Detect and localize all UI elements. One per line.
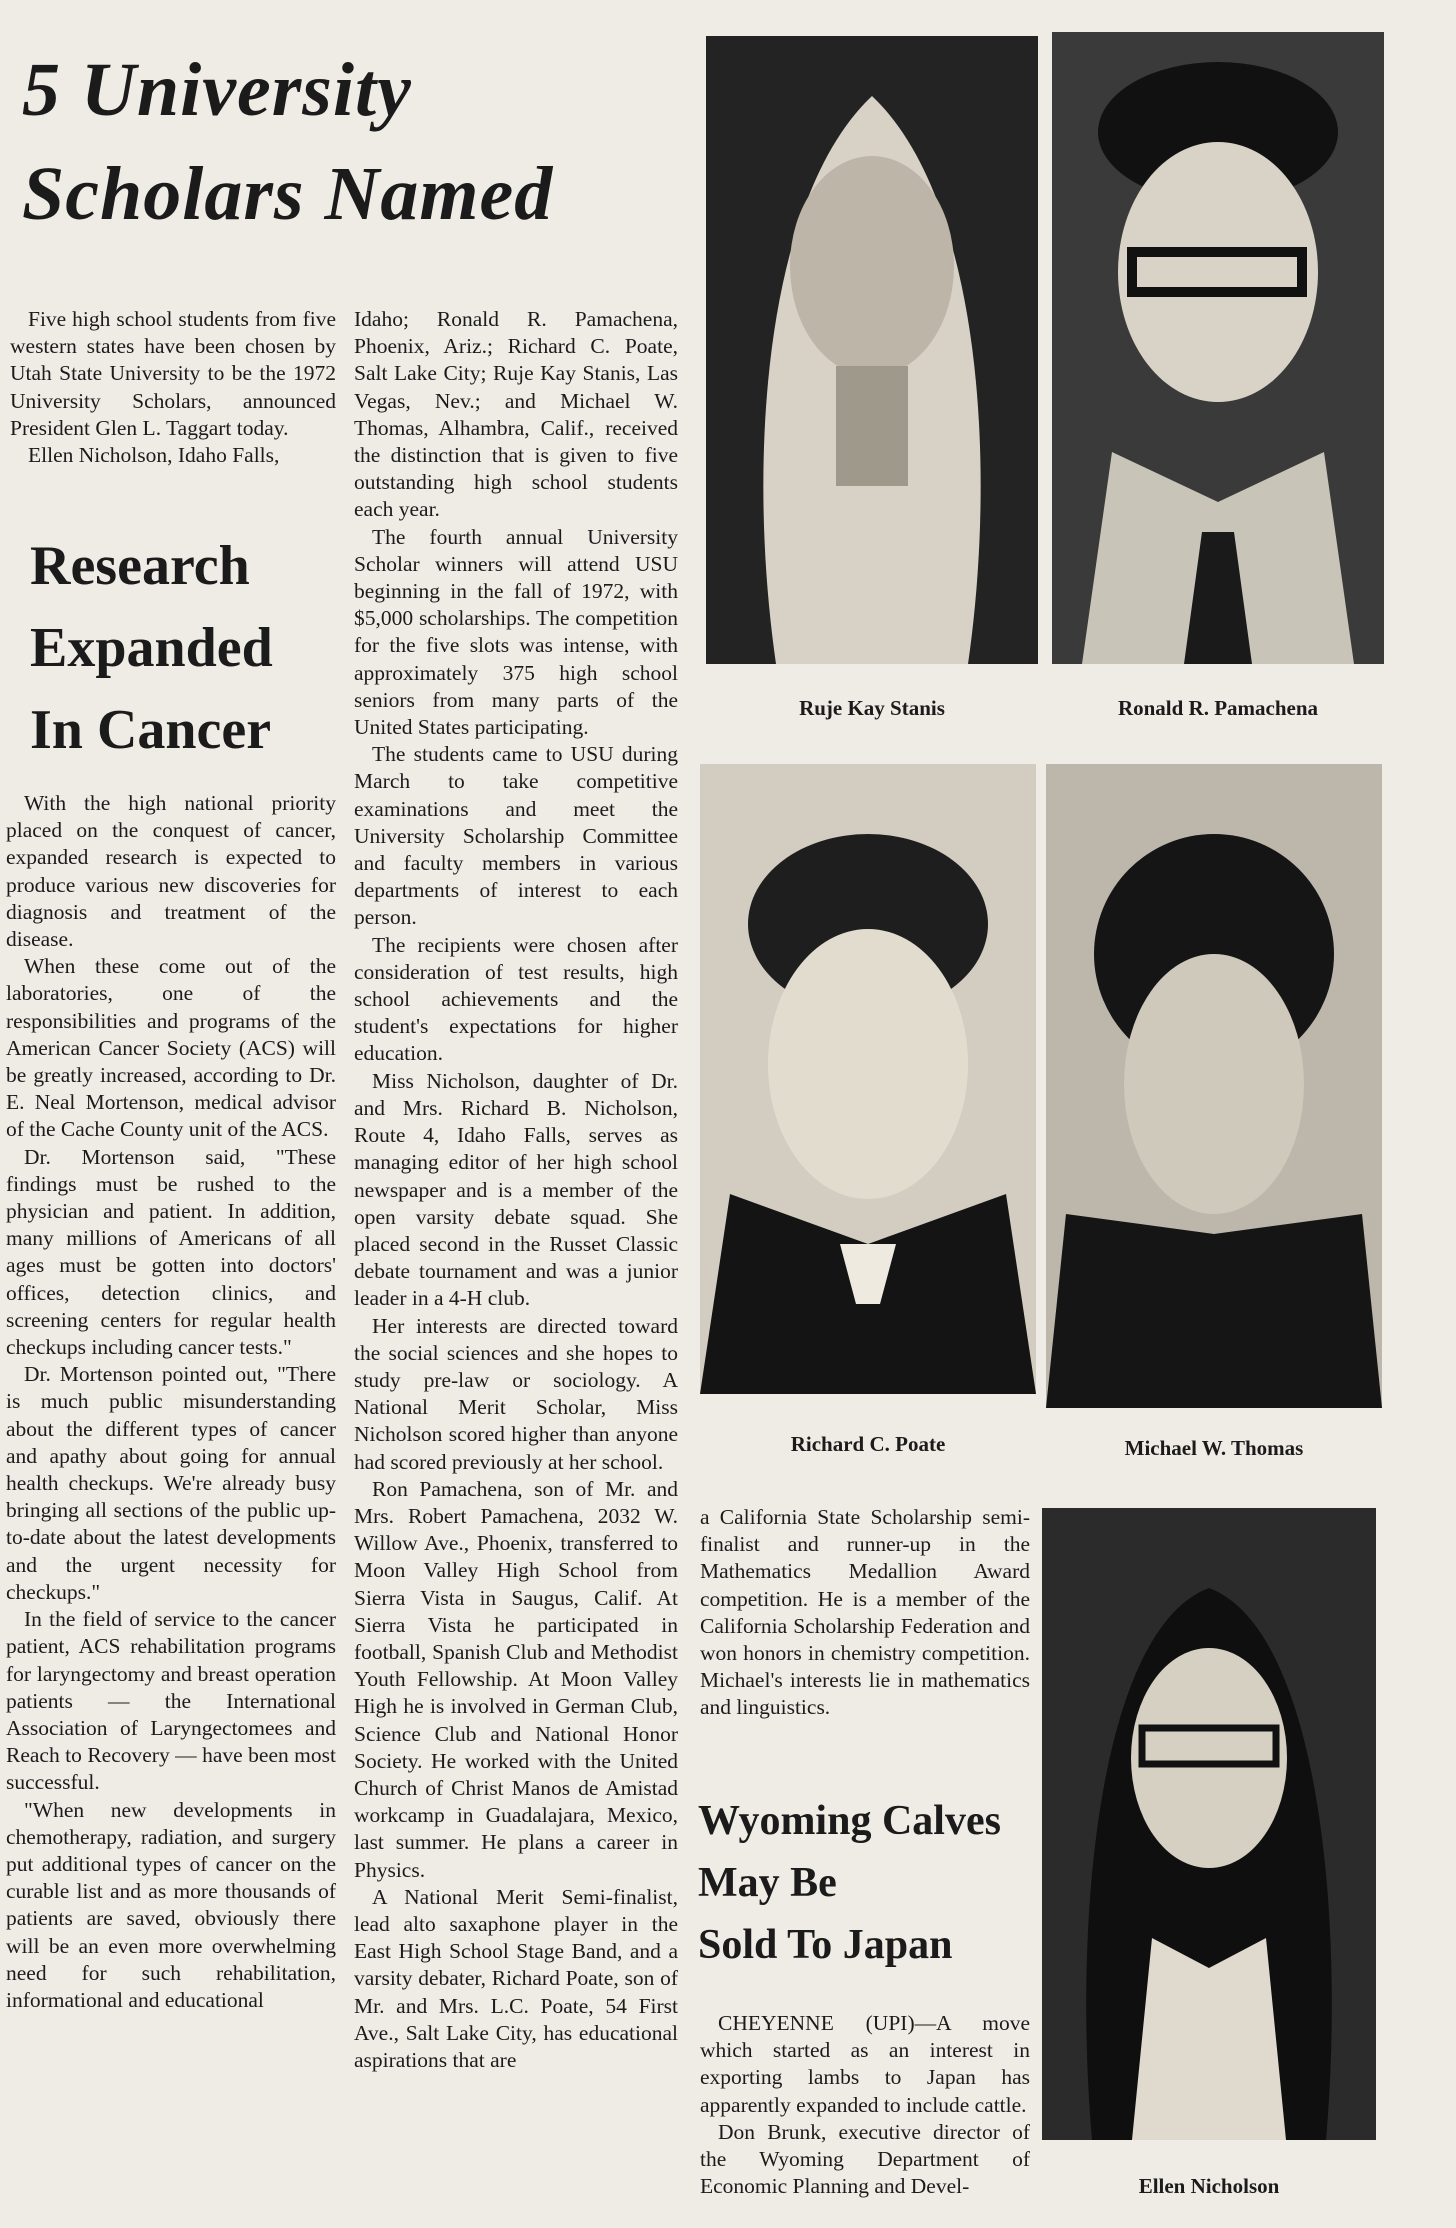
paragraph: The fourth annual University Scholar winners will attend USU beginning in the fall of 1972, with $5,000 scholarships. The competition for the five slots was intense, with approximately 375 high school seniors from many parts of the United States participating. [354,524,678,740]
photo-ellen-nicholson [1042,1508,1376,2140]
paragraph: Her interests are directed toward the social sciences and she hopes to study pre-law or sociology. A National Merit Scholar, Miss Nicholson scored higher than anyone had scored previously at her school. [354,1313,678,1474]
headline-line-1: 5 University [22,48,412,132]
paragraph: When these come out of the laboratories, one of the responsibilities and programs of the American Cancer Society (ACS) will be greatly increased, according to Dr. E. Neal Mortenson, medical advisor of the Cache County unit of the ACS. [6,954,336,1142]
cancer-headline-line: Research [30,535,250,597]
caption: Ruje Kay Stanis [799,696,945,720]
photo-ronald-pamachena [1052,32,1384,664]
cancer-headline-line: In Cancer [30,699,272,761]
caption: Ellen Nicholson [1138,2174,1280,2198]
main-headline [22,38,702,246]
photo-ruje-kay-stanis [706,36,1038,664]
paragraph: Ellen Nicholson, Idaho Falls, [28,443,280,468]
cancer-article-body [6,790,336,2228]
scholars-article-body [354,306,678,2228]
paragraph: Ron Pamachena, son of Mr. and Mrs. Robert Pamachena, 2032 W. Willow Ave., Phoenix, transferred to Moon Valley High School from Sierra Vista in Saugus, Calif. At Sierra Vista he participated in football, Spanish Club and Methodist Youth Fellowship. At Moon Valley High he is involved in German Club, Science Club and National Honor Society. He worked with the United Church of Christ Manos de Amistad workcamp in Guadalajara, Mexico, last summer. He plans a career in Physics. [354,1476,678,1882]
paragraph: The students came to USU during March to take competitive examinations and meet the University Scholarship Committee and faculty members in various departments of interest to each person. [354,742,678,930]
wyoming-headline-line: Sold To Japan [698,1922,953,1968]
paragraph: a California State Scholarship semi-finalist and runner-up in the Mathematics Medallion Award competition. He is a member of the California Scholarship Federation and won honors in chemistry competition. Michael's interests lie in mathematics and linguistics. [700,1505,1030,1720]
photo-michael-thomas [1046,764,1382,1408]
scholars-article-intro [10,306,336,469]
paragraph: Dr. Mortenson pointed out, "There is much public misunderstanding about the different types of cancer and apathy about going for annual health checkups. We're already busy bringing all sections of the public up-to-date about the latest developments and the urgent necessity for checkups." [6,1362,336,1604]
photo-richard-poate [700,764,1036,1394]
paragraph: With the high national priority placed on the conquest of cancer, expanded research is expected to produce various new discoveries for diagnosis and treatment of the disease. [6,791,336,952]
paragraph: A National Merit Semi-finalist, lead alto saxaphone player in the East High School Stage Band, and a varsity debater, Richard Poate, son of Mr. and Mrs. L.C. Poate, 54 First Ave., Salt Lake City, has educational aspirations that are [354,1884,678,2072]
paragraph: "When new developments in chemotherapy, radiation, and surgery put additional types of cancer on the curable list and as more thousands of patients are saved, obviously there will be an even more overwhelming need for such rehabilitation, informational and educational [6,1797,336,2012]
paragraph: CHEYENNE (UPI)—A move which started as an interest in exporting lambs to Japan has apparently expanded to include cattle. [700,2011,1030,2117]
cancer-headline [30,525,330,771]
paragraph: Don Brunk, executive director of the Wyoming Department of Economic Planning and Devel- [700,2119,1030,2199]
wyoming-headline [698,1790,1038,1976]
caption: Richard C. Poate [790,1432,946,1456]
cancer-headline-line: Expanded [30,617,273,679]
caption: Ronald R. Pamachena [1117,696,1319,720]
caption: Michael W. Thomas [1124,1436,1304,1460]
paragraph: Five high school students from five western states have been chosen by Utah State University to be the 1972 University Scholars, announced President Glen L. Taggart today. [10,307,336,440]
scholars-article-continued [700,1504,1030,1722]
paragraph: The recipients were chosen after consideration of test results, high school achievements and the student's expectations for higher education. [354,932,678,1066]
wyoming-headline-line: May Be [698,1860,837,1906]
headline-line-2: Scholars Named [22,152,554,236]
paragraph: Idaho; Ronald R. Pamachena, Phoenix, Ariz.; Richard C. Poate, Salt Lake City; Ruje Kay Stanis, Las Vegas, Nev.; and Michael W. Thomas, Alhambra, Calif., received the distinction that is given to five outstanding high school students each year. [354,307,678,522]
paragraph: Dr. Mortenson said, "These findings must be rushed to the physician and patient. In addition, many millions of Americans of all ages must be gotten into doctors' offices, detection clinics, and screening centers for regular health checkups including cancer tests." [6,1144,336,1360]
wyoming-article-body [700,2010,1030,2228]
paragraph: Miss Nicholson, daughter of Dr. and Mrs. Richard B. Nicholson, Route 4, Idaho Falls, serves as managing editor of her high school newspaper and is a member of the open varsity debate squad. She placed second in the Russet Classic debate tournament and was a junior leader in a 4-H club. [354,1068,678,1311]
paragraph: In the field of service to the cancer patient, ACS rehabilitation programs for laryngectomy and breast operation patients — the International Association of Laryngectomees and Reach to Recovery — have been most successful. [6,1607,336,1795]
wyoming-headline-line: Wyoming Calves [698,1798,1001,1844]
